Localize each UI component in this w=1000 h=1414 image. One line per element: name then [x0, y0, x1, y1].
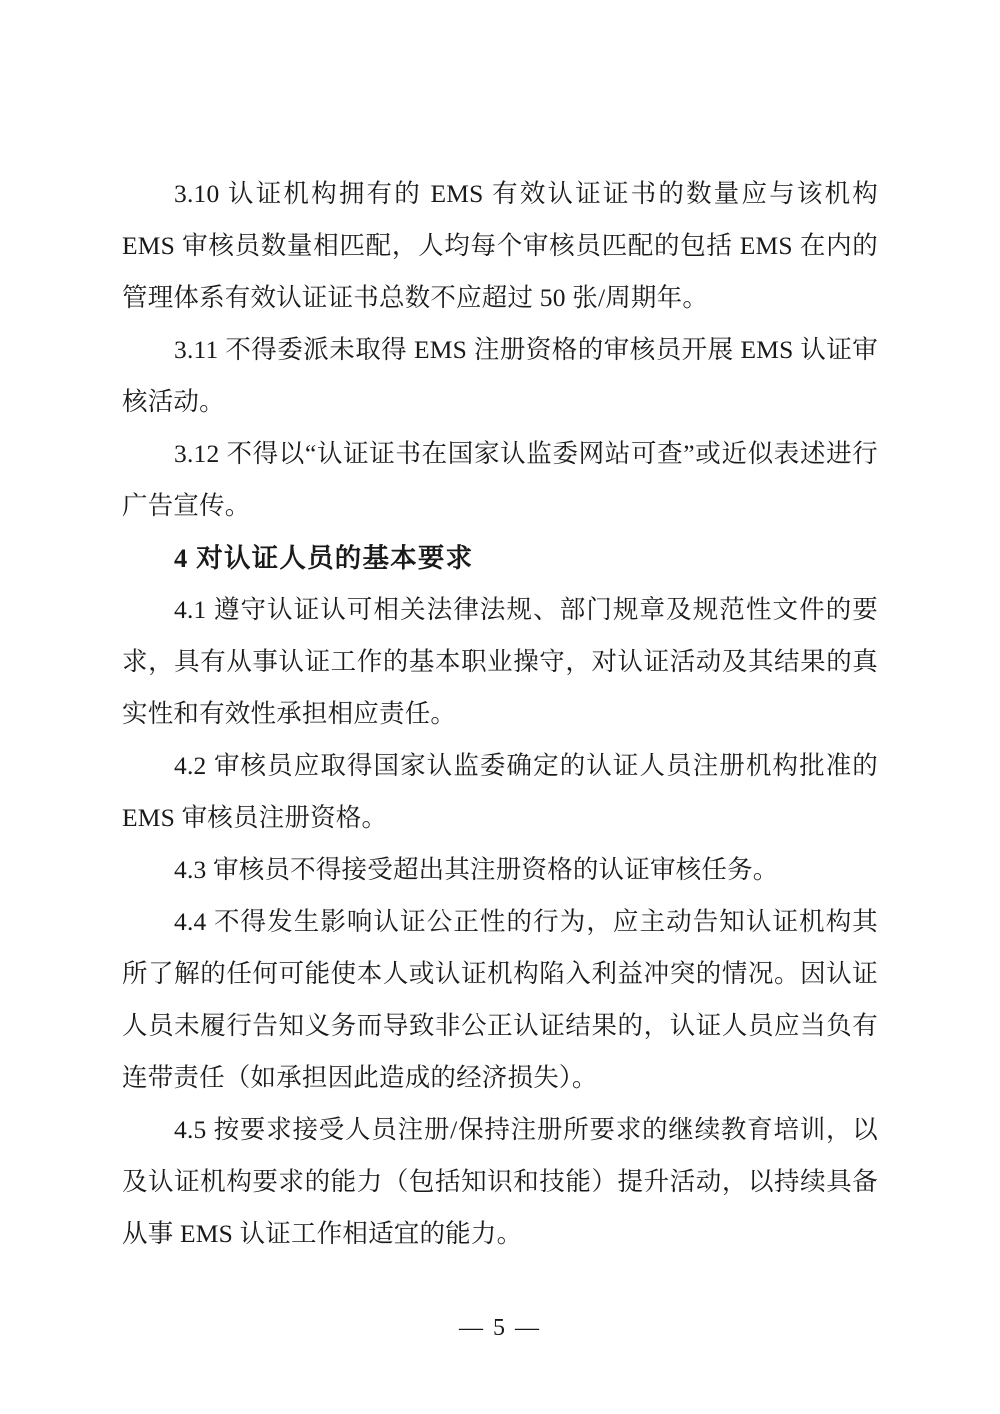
- paragraph-clause-4-5: 4.5 按要求接受人员注册/保持注册所要求的继续教育培训，以及认证机构要求的能力（包括知识和技能）提升活动，以持续具备从事 EMS 认证工作相适宜的能力。: [122, 1115, 878, 1248]
- paragraph-clause-3-11: 3.11 不得委派未取得 EMS 注册资格的审核员开展 EMS 认证审核活动。: [122, 335, 878, 416]
- paragraph-clause-4-4: 4.4 不得发生影响认证公正性的行为，应主动告知认证机构其所了解的任何可能使本人或认证机构陷入利益冲突的情况。因认证人员未履行告知义务而导致非公正认证结果的，认证人员应当负有连带责任（如承担因此造成的经济损失）。: [122, 907, 878, 1092]
- page-body: [122, 168, 878, 1260]
- paragraph-clause-3-12: 3.12 不得以“认证证书在国家认监委网站可查”或近似表述进行广告宣传。: [122, 439, 878, 520]
- section-heading-4: 4 对认证人员的基本要求: [174, 543, 474, 573]
- paragraph-clause-3-10: 3.10 认证机构拥有的 EMS 有效认证证书的数量应与该机构 EMS 审核员数量相匹配，人均每个审核员匹配的包括 EMS 在内的管理体系有效认证证书总数不应超过 50 张/周期年。: [122, 179, 878, 312]
- paragraph-clause-4-1: 4.1 遵守认证认可相关法律法规、部门规章及规范性文件的要求，具有从事认证工作的基本职业操守，对认证活动及其结果的真实性和有效性承担相应责任。: [122, 595, 878, 728]
- paragraph-clause-4-3: 4.3 审核员不得接受超出其注册资格的认证审核任务。: [174, 855, 779, 884]
- page-number: — 5 —: [459, 1315, 541, 1341]
- paragraph-clause-4-2: 4.2 审核员应取得国家认监委确定的认证人员注册机构批准的 EMS 审核员注册资格。: [122, 751, 878, 832]
